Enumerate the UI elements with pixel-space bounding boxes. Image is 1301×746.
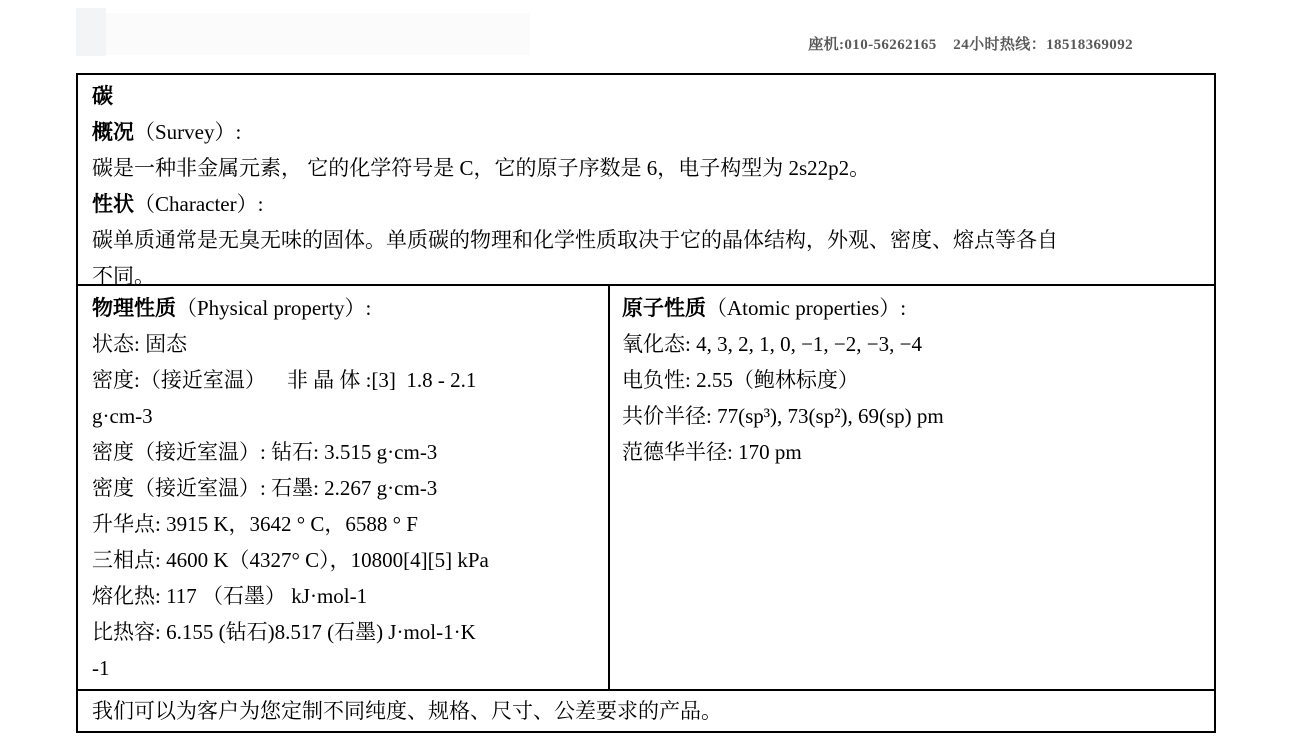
physical-property-line: g·cm-3 xyxy=(92,404,153,428)
overview-section xyxy=(78,75,1214,288)
physical-property-line: 密度（接近室温）: 石墨: 2.267 g·cm-3 xyxy=(92,476,438,500)
custom-note-row xyxy=(78,689,1214,731)
physical-property-line: 熔化热: 117 （石墨） kJ·mol-1 xyxy=(92,584,368,608)
custom-note-text: 我们可以为客户为您定制不同纯度、规格、尺寸、公差要求的产品。 xyxy=(92,699,722,723)
atomic-properties-column xyxy=(610,286,1214,689)
header-contact-info: 座机:010-56262165 24小时热线：18518369092 xyxy=(808,37,1133,53)
atomic-properties-heading xyxy=(622,290,1206,326)
atomic-title-en: （Atomic properties）: xyxy=(706,296,907,320)
watermark-box xyxy=(106,13,530,55)
physical-property-line: -1 xyxy=(92,656,110,680)
physical-property-line: 状态: 固态 xyxy=(92,332,188,356)
physical-property-line: 升华点: 3915 K，3642 ° C，6588 ° F xyxy=(92,512,418,536)
character-label-en: （Character）: xyxy=(134,192,264,216)
physical-property-line: 密度:（接近室温） 非 晶 体 :[3] 1.8 - 2.1 xyxy=(92,368,477,392)
physical-title-zh: 物理性质 xyxy=(92,296,176,320)
atomic-property-line: 共价半径: 77(sp³), 73(sp²), 69(sp) pm xyxy=(622,404,944,428)
character-text-line1: 碳单质通常是无臭无味的固体。单质碳的物理和化学性质取决于它的晶体结构，外观、密度、熔点等各自 xyxy=(92,228,1058,252)
survey-label-en: （Survey）: xyxy=(134,120,242,144)
survey-text: 碳是一种非金属元素， 它的化学符号是 C，它的原子序数是 6，电子构型为 2s22p2。 xyxy=(92,156,871,180)
physical-property-line: 比热容: 6.155 (钻石)8.517 (石墨) J·mol-1·K xyxy=(92,620,476,644)
character-label-zh: 性状 xyxy=(92,192,134,216)
element-title: 碳 xyxy=(92,84,113,108)
survey-label-zh: 概况 xyxy=(92,120,134,144)
atomic-property-line: 范德华半径: 170 pm xyxy=(622,440,802,464)
character-text-line2: 不同。 xyxy=(92,264,155,288)
physical-properties-heading xyxy=(92,290,600,326)
product-info-table xyxy=(76,73,1216,733)
character-heading xyxy=(92,186,1200,222)
watermark-box xyxy=(76,8,106,56)
physical-title-en: （Physical property）: xyxy=(176,296,372,320)
physical-property-line: 三相点: 4600 K（4327° C），10800[4][5] kPa xyxy=(92,548,489,572)
atomic-property-line: 氧化态: 4, 3, 2, 1, 0, −1, −2, −3, −4 xyxy=(622,332,922,356)
properties-section xyxy=(78,284,1214,689)
atomic-title-zh: 原子性质 xyxy=(622,296,706,320)
physical-properties-column xyxy=(78,286,610,689)
physical-property-line: 密度（接近室温）: 钻石: 3.515 g·cm-3 xyxy=(92,440,438,464)
atomic-property-line: 电负性: 2.55（鲍林标度） xyxy=(622,368,859,392)
survey-heading xyxy=(92,114,1200,150)
